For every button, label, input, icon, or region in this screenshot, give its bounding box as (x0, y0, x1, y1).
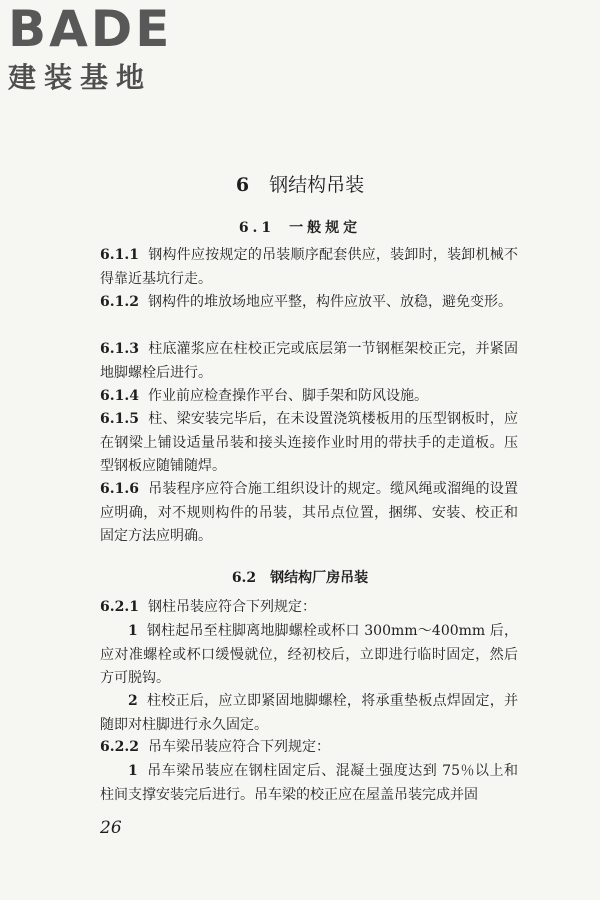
sub-item-number: 2 (128, 693, 138, 709)
page-number: 26 (100, 818, 122, 838)
sub-item (100, 690, 518, 737)
clause-number: 6.2.1 (100, 599, 139, 615)
section-title: 钢结构厂房吊装 (270, 570, 369, 586)
clause-number: 6.1.3 (100, 341, 139, 357)
sub-item-number: 1 (128, 623, 138, 639)
clause-text: 吊车梁吊装应符合下列规定： (147, 739, 330, 755)
clause (100, 385, 518, 409)
clause-text: 柱、梁安装完毕后，在未设置浇筑楼板用的压型钢板时，应在钢梁上铺设适量吊装和接头连接作业时用的带扶手的走道板。压型钢板应随铺随焊。 (100, 411, 518, 474)
clause-text: 钢构件的堆放场地应平整，构件应放平、放稳，避免变形。 (147, 294, 512, 310)
sub-item-text: 柱校正后，应立即紧固地脚螺栓，将承重垫板点焊固定，并随即对柱脚进行永久固定。 (100, 693, 518, 733)
clause-text: 钢柱吊装应符合下列规定： (147, 599, 316, 615)
chapter-title-text: 钢结构吊装 (269, 174, 365, 196)
sub-item-text: 钢柱起吊至柱脚离地脚螺栓或杯口 300mm～400mm 后，应对准螺栓或杯口缓慢就位，经初校后，立即进行临时固定，然后方可脱钩。 (100, 623, 518, 686)
clause (100, 408, 518, 479)
sub-item-number: 1 (128, 763, 138, 779)
clause-number: 6.1.2 (100, 294, 139, 310)
clause (100, 338, 518, 385)
section-number: 6.1 (238, 220, 276, 236)
clause (100, 478, 518, 549)
sub-item (100, 620, 518, 691)
logo (8, 0, 173, 96)
clause-text: 钢构件应按规定的吊装顺序配套供应，装卸时，装卸机械不得靠近基坑行走。 (100, 247, 518, 287)
section-number: 6.2 (231, 570, 257, 586)
clause (100, 291, 518, 315)
clause-text: 作业前应检查操作平台、脚手架和防风设施。 (147, 388, 428, 404)
chapter-number: 6 (235, 174, 250, 196)
section-title: 一般规定 (289, 220, 362, 236)
section-heading (0, 217, 600, 237)
clause (100, 596, 518, 620)
logo-subtitle: 建装基地 (8, 61, 153, 94)
clause-number: 6.1.6 (100, 481, 139, 497)
clause-number: 6.2.2 (100, 739, 139, 755)
clause-number: 6.1.1 (100, 247, 139, 263)
sub-item-text: 吊车梁吊装应在钢柱固定后、混凝土强度达到 75％以上和柱间支撑安装完后进行。吊车梁的校正应在屋盖吊装完成并固 (100, 763, 518, 803)
clause-number: 6.1.5 (100, 411, 139, 427)
clause-number: 6.1.4 (100, 388, 139, 404)
section-heading (0, 567, 600, 587)
clause (100, 244, 518, 291)
logo-wordmark: BADE (8, 0, 173, 58)
chapter-title (0, 170, 600, 197)
sub-item (100, 760, 518, 807)
clause (100, 736, 518, 760)
clause-text: 柱底灌浆应在柱校正完或底层第一节钢框架校正完，并紧固地脚螺栓后进行。 (100, 341, 518, 381)
clause-text: 吊装程序应符合施工组织设计的规定。缆风绳或溜绳的设置应明确，对不规则构件的吊装，其吊点位置，捆绑、安装、校正和固定方法应明确。 (100, 481, 518, 544)
